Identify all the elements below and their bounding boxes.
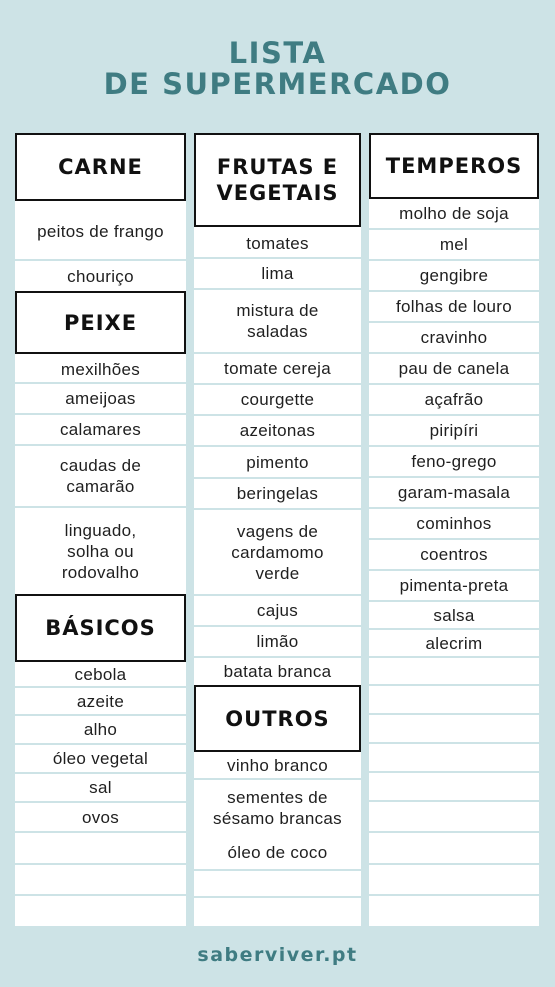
- list-item: beringelas: [236, 484, 319, 503]
- list-item: calamares: [59, 420, 142, 439]
- column-spices: [369, 133, 539, 926]
- list-item: mexilhões: [60, 359, 141, 379]
- row-divider: [194, 896, 361, 898]
- list-item: ovos: [81, 807, 120, 827]
- list-item: azeite: [76, 691, 125, 711]
- list-item: lima: [261, 264, 294, 283]
- row-divider: [15, 894, 186, 896]
- list-item: açafrão: [424, 390, 484, 409]
- row-divider: [15, 831, 186, 833]
- list-item: batata branca: [223, 662, 332, 681]
- list-item: linguado, solha ou rodovalho: [61, 520, 140, 582]
- list-item: vinho branco: [227, 755, 328, 775]
- list-item: pimento: [246, 452, 309, 472]
- list-item: azeitonas: [239, 421, 316, 440]
- column-meat-fish-basics: [15, 133, 186, 926]
- list-item: molho de soja: [399, 204, 509, 223]
- list-item: gengibre: [419, 266, 489, 285]
- list-item: cominhos: [416, 514, 492, 533]
- title-line-2: DE SUPERMERCADO: [103, 67, 452, 101]
- row-divider: [369, 800, 539, 802]
- list-item: tomates: [246, 233, 309, 253]
- list-item: salsa: [433, 605, 475, 625]
- section-heading-temperos: TEMPEROS: [369, 133, 539, 199]
- list-item: alecrim: [425, 633, 483, 653]
- row-divider: [369, 831, 539, 833]
- list-item: courgette: [240, 390, 315, 409]
- list-item: cajus: [256, 601, 299, 620]
- list-item: mistura de saladas: [236, 301, 319, 341]
- row-divider: [369, 742, 539, 744]
- row-divider: [369, 863, 539, 865]
- row-divider: [369, 771, 539, 773]
- list-item: pimenta-preta: [399, 576, 509, 595]
- row-divider: [369, 713, 539, 715]
- list-item: coentros: [420, 545, 488, 564]
- list-item: garam-masala: [397, 483, 511, 502]
- title-line-1: LISTA: [228, 36, 327, 70]
- row-divider: [369, 656, 539, 658]
- list-item: peitos de frango: [37, 221, 164, 241]
- list-item: cravinho: [420, 328, 488, 347]
- section-heading-basicos: BÁSICOS: [15, 594, 186, 662]
- list-item: ameijoas: [65, 389, 136, 408]
- list-item: piripíri: [429, 421, 479, 440]
- list-item: alho: [83, 720, 118, 739]
- list-item: mel: [439, 235, 469, 254]
- row-divider: [15, 863, 186, 865]
- section-heading-peixe: PEIXE: [15, 291, 186, 354]
- page-title: [0, 38, 555, 100]
- list-item: pau de canela: [398, 359, 510, 378]
- list-item: cebola: [74, 664, 127, 684]
- row-divider: [194, 869, 361, 871]
- section-heading-carne: CARNE: [15, 133, 186, 201]
- list-item: limão: [256, 632, 299, 651]
- column-fruits-vegetables-others: [194, 133, 361, 926]
- list-item: sal: [89, 778, 112, 797]
- row-divider: [369, 684, 539, 686]
- list-item: feno-grego: [411, 452, 497, 471]
- section-heading-outros: OUTROS: [194, 685, 361, 752]
- list-item: sementes de sésamo brancas: [213, 788, 342, 828]
- list-item: chouriço: [67, 266, 134, 286]
- list-item: óleo vegetal: [52, 749, 149, 768]
- list-item: folhas de louro: [395, 297, 513, 316]
- list-item: óleo de coco: [227, 843, 328, 862]
- list-item: vagens de cardamomo verde: [231, 521, 324, 583]
- row-divider: [369, 894, 539, 896]
- section-heading-frutas-e-vegetais: FRUTAS E VEGETAIS: [194, 133, 361, 227]
- list-item: tomate cereja: [224, 359, 331, 378]
- list-item: caudas de camarão: [59, 456, 142, 496]
- footer-site-name: saberviver.pt: [197, 944, 358, 966]
